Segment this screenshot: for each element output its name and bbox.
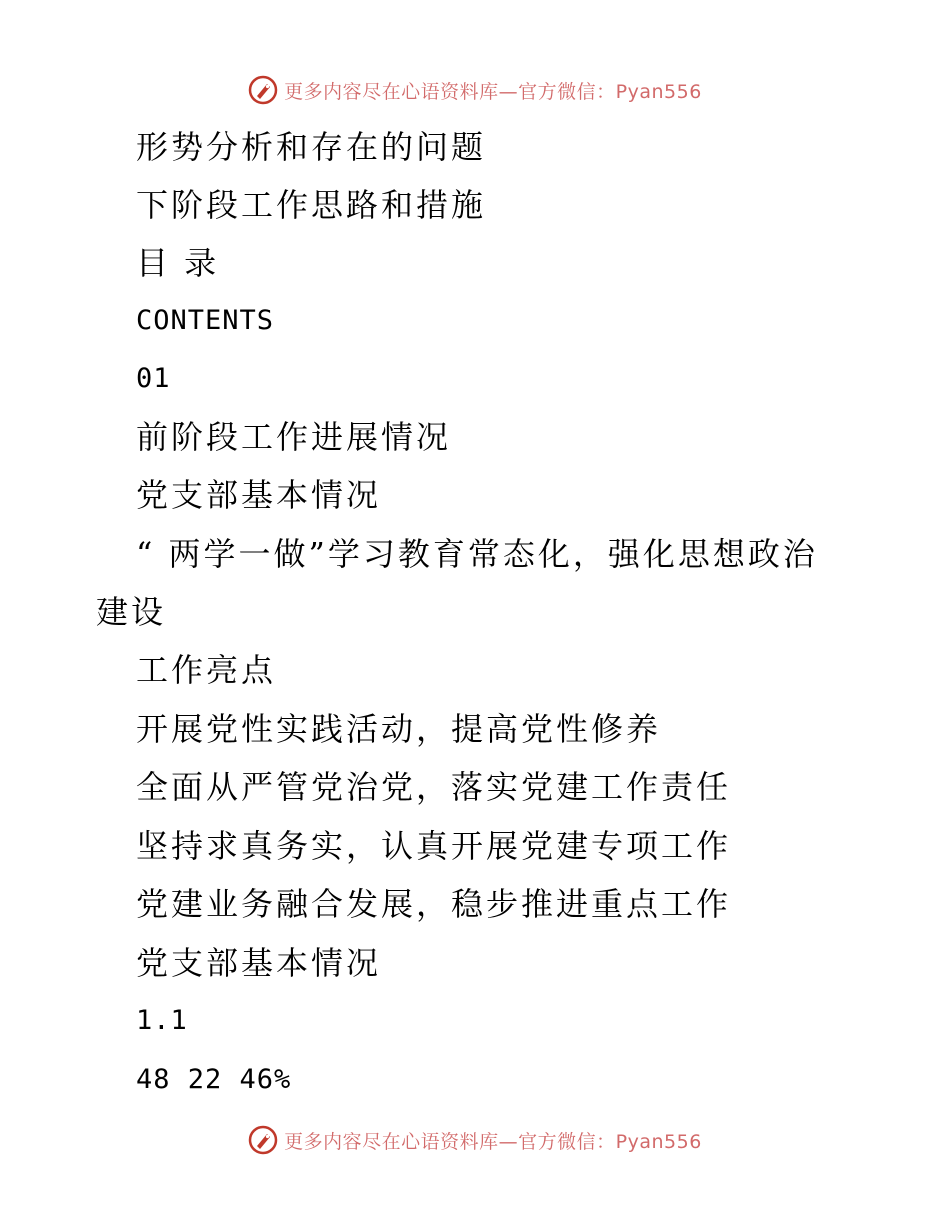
text-line: 1.1 <box>136 1005 188 1036</box>
text-line: 党支部基本情况 <box>136 944 382 982</box>
text-line: 目 录 <box>136 244 220 282</box>
watermark-text: 更多内容尽在心语资料库—官方微信：Pyan556 <box>284 80 702 103</box>
text-line: CONTENTS <box>136 305 275 336</box>
text-line: 形势分析和存在的问题 <box>136 128 487 166</box>
header-watermark <box>0 72 950 108</box>
footer-watermark <box>0 1122 950 1158</box>
watermark-text: 更多内容尽在心语资料库—官方微信：Pyan556 <box>284 1130 702 1153</box>
text-line: 全面从严管党治党，落实党建工作责任 <box>136 768 732 806</box>
text-line: 党支部基本情况 <box>136 476 382 514</box>
text-line: 党建业务融合发展，稳步推进重点工作 <box>136 885 732 923</box>
text-line: 坚持求真务实，认真开展党建专项工作 <box>136 827 732 865</box>
text-line: 前阶段工作进展情况 <box>136 418 452 456</box>
text-line: 开展党性实践活动，提高党性修养 <box>136 710 662 748</box>
pen-nib-logo-icon <box>248 1125 278 1155</box>
text-line: “ 两学一做”学习教育常态化，强化思想政治 <box>136 535 818 573</box>
text-line: 01 <box>136 363 171 394</box>
text-line: 下阶段工作思路和措施 <box>136 186 487 224</box>
text-line: 48 22 46% <box>136 1064 292 1095</box>
pen-nib-logo-icon <box>248 75 278 105</box>
text-line: 建设 <box>96 593 167 631</box>
text-line: 工作亮点 <box>136 651 277 689</box>
